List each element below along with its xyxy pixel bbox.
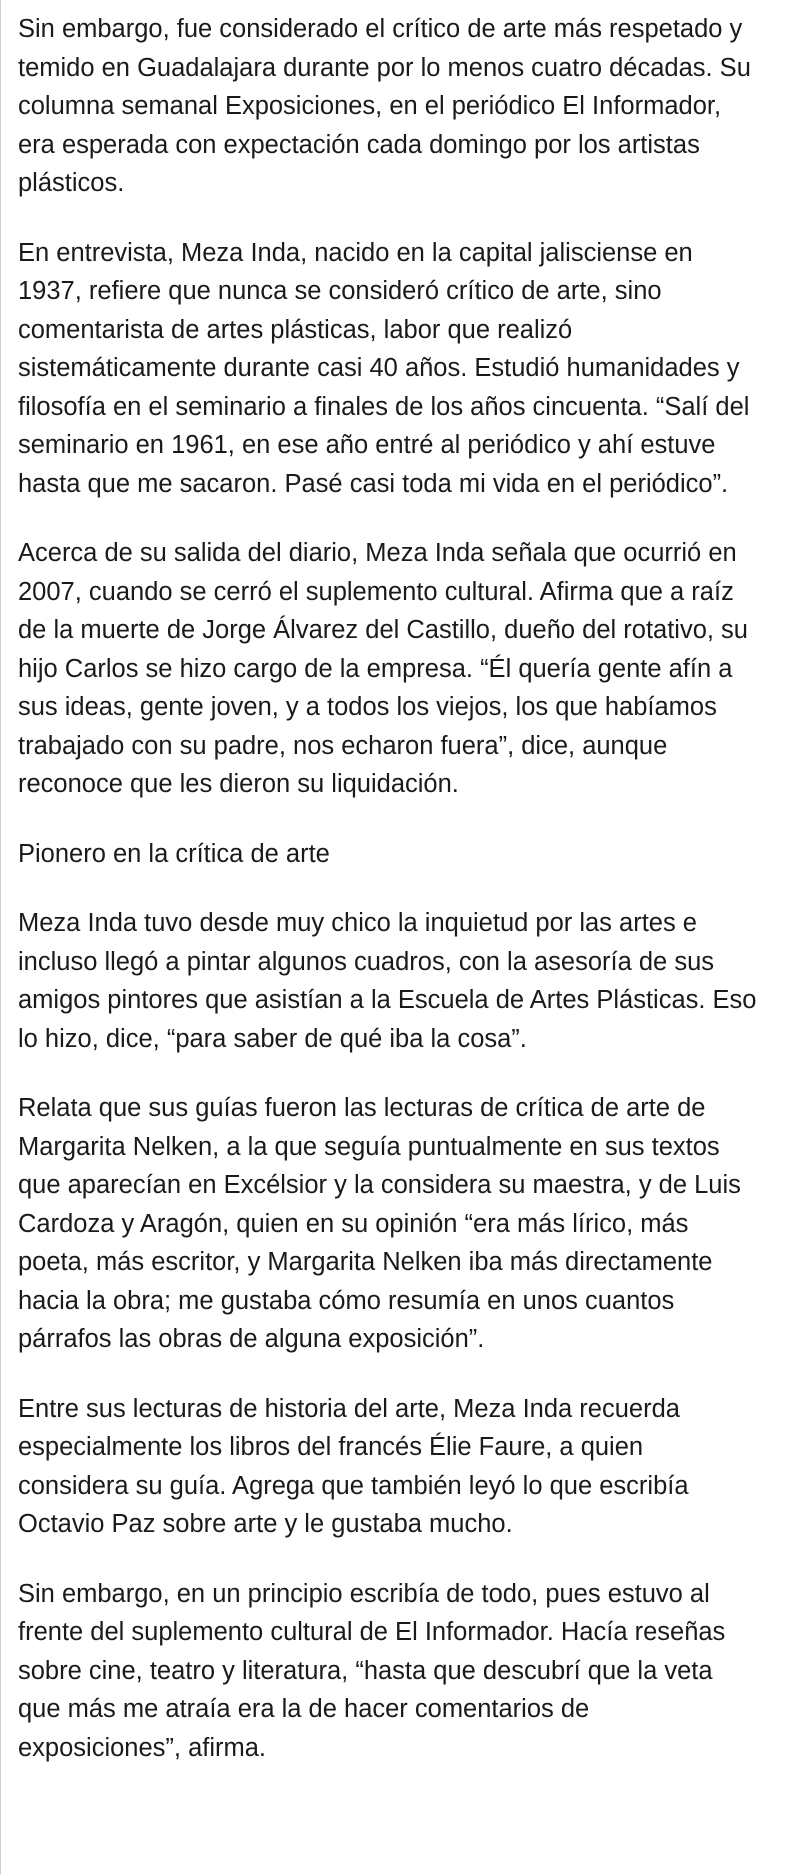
paragraph-influences: Relata que sus guías fueron las lecturas de crítica de arte de Margarita Nelken, a la que seguía puntualmente en sus textos que aparecían en Excélsior y la considera su maestra, y de Luis Cardoza y Aragón, quien en su opinión “era más lírico, más poeta, más escritor, y Margarita Nelken iba más directamente hacia la obra; me gustaba cómo resumía en unos cuantos párrafos las obras de alguna exposición”. xyxy=(18,1094,741,1353)
paragraph-early-interest: Meza Inda tuvo desde muy chico la inquietud por las artes e incluso llegó a pintar algunos cuadros, con la asesoría de sus amigos pintores que asistían a la Escuela de Artes Plásticas. Eso lo hizo, dice, “para saber de qué iba la cosa”. xyxy=(18,909,757,1053)
paragraph-supplement: Sin embargo, en un principio escribía de todo, pues estuvo al frente del suplemento cultural de El Informador. Hacía reseñas sobre cine, teatro y literatura, “hasta que descubrí que la veta que más me atraía era la de hacer comentarios de exposiciones”, afirma. xyxy=(18,1579,726,1762)
article-body xyxy=(18,10,758,1798)
paragraph-art-history: Entre sus lecturas de historia del arte, Meza Inda recuerda especialmente los libros del francés Élie Faure, a quien considera su guía. Agrega que también leyó lo que escribía Octavio Paz sobre arte y le gustaba mucho. xyxy=(18,1394,689,1538)
paragraph-departure: Acerca de su salida del diario, Meza Inda señala que ocurrió en 2007, cuando se cerró el suplemento cultural. Afirma que a raíz de la muerte de Jorge Álvarez del Castillo, dueño del rotativo, su hijo Carlos se hizo cargo de la empresa. “Él quería gente afín a sus ideas, gente joven, y a todos los viejos, los que habíamos trabajado con su padre, nos echaron fuera”, dice, aunque reconoce que les dieron su liquidación. xyxy=(18,539,748,798)
section-subheading: Pionero en la crítica de arte xyxy=(18,839,330,868)
page-left-border xyxy=(0,0,1,1874)
paragraph-intro: Sin embargo, fue considerado el crítico de arte más respetado y temido en Guadalajara durante por lo menos cuatro décadas. Su columna semanal Exposiciones, en el periódico El Informador, era esperada con expectación cada domingo por los artistas plásticos. xyxy=(18,15,751,197)
paragraph-interview: En entrevista, Meza Inda, nacido en la capital jalisciense en 1937, refiere que nunca se consideró crítico de arte, sino comentarista de artes plásticas, labor que realizó sistemáticamente durante casi 40 años. Estudió humanidades y filosofía en el seminario a finales de los años cincuenta. “Salí del seminario en 1961, en ese año entré al periódico y ahí estuve hasta que me sacaron. Pasé casi toda mi vida en el periódico”. xyxy=(18,238,750,498)
